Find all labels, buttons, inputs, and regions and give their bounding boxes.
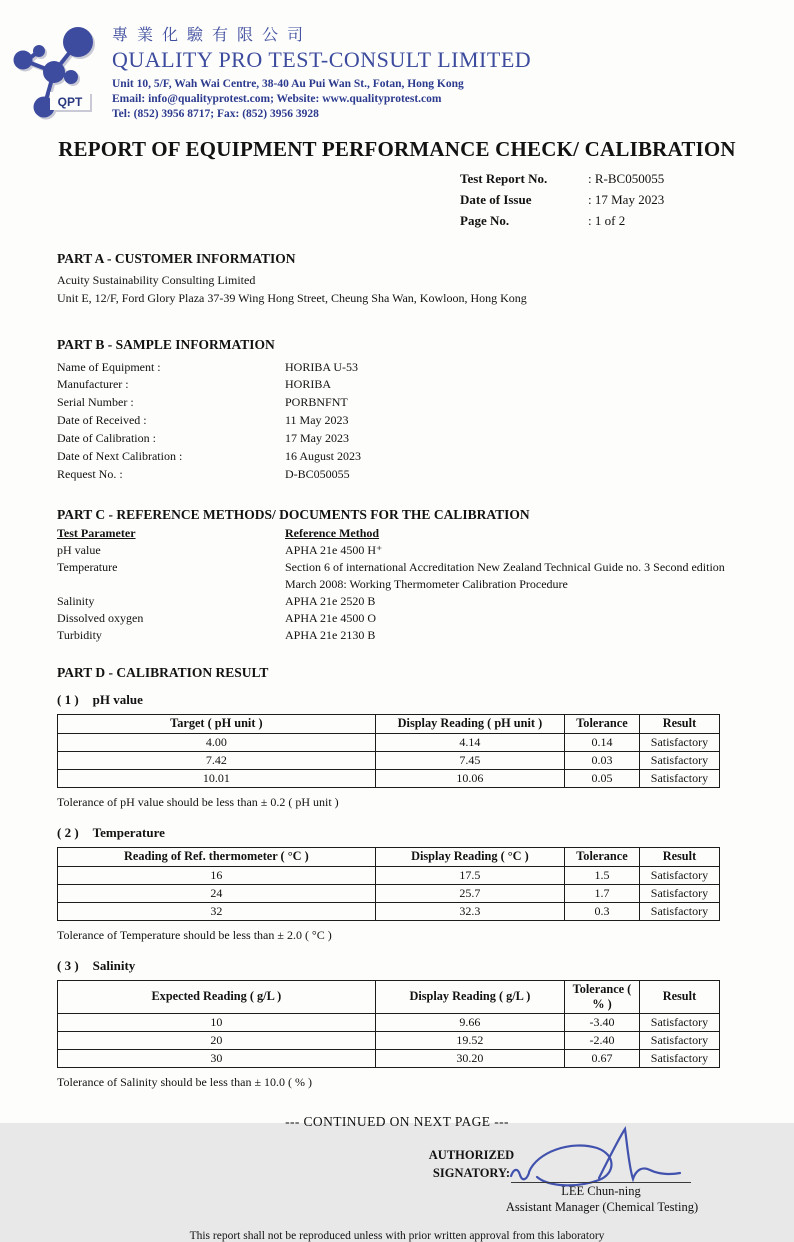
report-info: [460, 168, 794, 231]
table-row: [58, 1049, 720, 1067]
serial-number-value: PORBNFNT: [285, 395, 348, 410]
method-ph: APHA 21e 4500 H⁺: [285, 542, 383, 557]
cell-tolerance: -2.40: [565, 1031, 640, 1049]
cell-target: 10.01: [58, 769, 376, 787]
report-title: REPORT OF EQUIPMENT PERFORMANCE CHECK/ CALIBRATION: [58, 136, 736, 161]
temperature-number: ( 2 ): [57, 824, 79, 840]
signatory-title: Assistant Manager (Chemical Testing): [505, 1199, 699, 1214]
temperature-name: Temperature: [92, 824, 165, 840]
cell-display: 7.45: [375, 751, 564, 769]
col-tolerance: Tolerance: [565, 714, 640, 733]
salinity-subsection: [57, 958, 737, 1090]
reference-row: [57, 559, 737, 593]
col-target: Target ( pH unit ): [58, 714, 376, 733]
date-of-issue-label: Date of Issue: [460, 191, 532, 207]
sample-info-row: [57, 430, 737, 448]
cell-tolerance: -3.40: [565, 1013, 640, 1031]
col-ref-thermometer: Reading of Ref. thermometer ( °C ): [58, 847, 376, 866]
cell-display: 19.52: [375, 1031, 564, 1049]
cell-result: Satisfactory: [639, 769, 719, 787]
date-received-label: Date of Received :: [57, 413, 147, 428]
part-d-calibration-result: [57, 665, 737, 1090]
col-result: Result: [639, 714, 719, 733]
signature-line: [511, 1182, 691, 1183]
table-row: [58, 1031, 720, 1049]
col-display-reading: Display Reading ( pH unit ): [375, 714, 564, 733]
cell-display: 4.14: [375, 733, 564, 751]
cell-tolerance: 0.3: [565, 902, 640, 920]
part-d-heading: PART D - CALIBRATION RESULT: [57, 664, 269, 680]
company-address-block: [112, 77, 531, 123]
salinity-title: [57, 958, 737, 974]
manufacturer-value: HORIBA: [285, 377, 332, 392]
company-phone: Tel: (852) 3956 8717; Fax: (852) 3956 3928: [112, 108, 319, 121]
date-calibration-label: Date of Calibration :: [57, 431, 156, 446]
cell-tolerance: 0.14: [565, 733, 640, 751]
sample-info-row: [57, 466, 737, 484]
part-b-sample-information: [57, 337, 737, 484]
table-header-row: [58, 714, 720, 733]
table-header-row: [58, 847, 720, 866]
ph-value-table: [57, 714, 720, 788]
col-tolerance-pct: Tolerance ( % ): [565, 980, 640, 1013]
part-c-reference-methods: [57, 507, 737, 644]
temperature-title: [57, 825, 737, 841]
salinity-tolerance-note: Tolerance of Salinity should be less than ± 10.0 ( % ): [57, 1074, 313, 1089]
col-tolerance: Tolerance: [565, 847, 640, 866]
cell-result: Satisfactory: [639, 902, 719, 920]
table-row: [58, 866, 720, 884]
table-row: [58, 751, 720, 769]
reference-row: [57, 610, 737, 627]
col-display-reading: Display Reading ( g/L ): [375, 980, 564, 1013]
date-received-value: 11 May 2023: [285, 413, 349, 428]
report-info-row: [460, 168, 794, 189]
method-temperature: Section 6 of international Accreditation New Zealand Technical Guide no. 3 Second edition March 2008: Working Thermometer Calibration Procedure: [285, 559, 725, 591]
authorized-text: AUTHORIZED: [428, 1147, 515, 1162]
cell-display: 10.06: [375, 769, 564, 787]
temperature-subsection: [57, 825, 737, 943]
method-dissolved-oxygen: APHA 21e 4500 O: [285, 610, 377, 625]
ph-value-subsection: [57, 692, 737, 810]
cell-result: Satisfactory: [639, 866, 719, 884]
method-turbidity: APHA 21e 2130 B: [285, 627, 376, 642]
company-name-english: QUALITY PRO TEST-CONSULT LIMITED: [112, 47, 532, 72]
reference-row: [57, 627, 737, 644]
sample-info-row: [57, 412, 737, 430]
sample-info-row: [57, 448, 737, 466]
company-address: Unit 10, 5/F, Wah Wai Centre, 38-40 Au Pui Wan St., Fotan, Hong Kong: [112, 78, 464, 90]
reference-row: [57, 593, 737, 610]
ph-tolerance-note: Tolerance of pH value should be less than ± 0.2 ( pH unit ): [57, 794, 339, 809]
company-contact: Email: info@qualityprotest.com; Website: www.qualityprotest.com: [112, 93, 442, 106]
page-no-label: Page No.: [460, 212, 510, 228]
table-row: [58, 769, 720, 787]
salinity-number: ( 3 ): [57, 957, 79, 973]
cell-target: 4.00: [58, 733, 376, 751]
cell-expected: 30: [58, 1049, 376, 1067]
footer-disclaimer: This report shall not be reproduced unless with prior written approval from this laboratory: [189, 1229, 605, 1242]
cell-tolerance: 1.5: [565, 866, 640, 884]
reference-header-row: [57, 525, 737, 542]
cell-expected: 10: [58, 1013, 376, 1031]
cell-display: 9.66: [375, 1013, 564, 1031]
cell-result: Satisfactory: [639, 733, 719, 751]
sample-info-row: [57, 394, 737, 412]
table-header-row: [58, 980, 720, 1013]
part-c-heading: PART C - REFERENCE METHODS/ DOCUMENTS FOR THE CALIBRATION: [57, 506, 530, 522]
sample-info-row: [57, 359, 737, 377]
col-result: Result: [639, 847, 719, 866]
salinity-table: [57, 980, 720, 1068]
report-info-row: [460, 210, 794, 231]
cell-result: Satisfactory: [639, 1049, 719, 1067]
manufacturer-label: Manufacturer :: [57, 377, 129, 392]
cell-expected: 20: [58, 1031, 376, 1049]
table-row: [58, 884, 720, 902]
cell-ref: 24: [58, 884, 376, 902]
serial-number-label: Serial Number :: [57, 395, 134, 410]
cell-display: 17.5: [375, 866, 564, 884]
equipment-name-value: HORIBA U-53: [285, 359, 359, 374]
signature-area: [0, 1136, 794, 1228]
cell-ref: 16: [58, 866, 376, 884]
part-a-heading: PART A - CUSTOMER INFORMATION: [57, 250, 296, 266]
company-logo-molecule-icon: [8, 14, 104, 118]
param-ph: pH value: [57, 542, 101, 557]
cell-tolerance: 0.05: [565, 769, 640, 787]
cell-ref: 32: [58, 902, 376, 920]
cell-tolerance: 1.7: [565, 884, 640, 902]
reference-method-header: Reference Method: [285, 525, 380, 540]
date-of-issue-value: : 17 May 2023: [588, 191, 665, 207]
param-dissolved-oxygen: Dissolved oxygen: [57, 610, 144, 625]
report-no-label: Test Report No.: [460, 170, 548, 186]
ph-value-number: ( 1 ): [57, 691, 79, 707]
company-block: [112, 14, 531, 123]
signatory-name: LEE Chun-ning: [561, 1183, 641, 1198]
company-name-chinese: 專業化驗有限公司: [112, 27, 313, 44]
cell-result: Satisfactory: [639, 1013, 719, 1031]
cell-result: Satisfactory: [639, 751, 719, 769]
report-no-value: : R-BC050055: [588, 170, 665, 186]
reference-row: [57, 542, 737, 559]
col-result: Result: [639, 980, 719, 1013]
page-no-value: : 1 of 2: [588, 212, 626, 228]
col-display-reading: Display Reading ( °C ): [375, 847, 564, 866]
temperature-tolerance-note: Tolerance of Temperature should be less than ± 2.0 ( °C ): [57, 927, 332, 942]
param-salinity: Salinity: [57, 593, 95, 608]
cell-display: 30.20: [375, 1049, 564, 1067]
table-row: [58, 733, 720, 751]
letterhead: [0, 0, 794, 123]
equipment-name-label: Name of Equipment :: [57, 359, 161, 374]
ph-value-title: [57, 692, 737, 708]
customer-name: Acuity Sustainability Consulting Limited: [57, 272, 256, 287]
param-turbidity: Turbidity: [57, 627, 102, 642]
date-next-calibration-label: Date of Next Calibration :: [57, 449, 183, 464]
cell-result: Satisfactory: [639, 1031, 719, 1049]
cell-tolerance: 0.67: [565, 1049, 640, 1067]
part-b-heading: PART B - SAMPLE INFORMATION: [57, 336, 275, 352]
customer-address: Unit E, 12/F, Ford Glory Plaza 37-39 Wing Hong Street, Cheung Sha Wan, Kowloon, Hong Kong: [57, 290, 527, 305]
handwritten-signature: [503, 1124, 695, 1190]
date-next-calibration-value: 16 August 2023: [285, 449, 362, 464]
signatory-text: SIGNATORY:: [432, 1165, 511, 1180]
ph-value-name: pH value: [92, 691, 143, 707]
request-no-label: Request No. :: [57, 466, 123, 481]
date-calibration-value: 17 May 2023: [285, 431, 349, 446]
table-row: [58, 902, 720, 920]
cell-tolerance: 0.03: [565, 751, 640, 769]
sample-info-row: [57, 376, 737, 394]
param-temperature: Temperature: [57, 559, 118, 574]
test-parameter-header: Test Parameter: [57, 525, 136, 540]
cell-target: 7.42: [58, 751, 376, 769]
cell-result: Satisfactory: [639, 884, 719, 902]
temperature-table: [57, 847, 720, 921]
table-row: [58, 1013, 720, 1031]
part-a-customer-information: [57, 251, 737, 307]
continued-on-next-page: --- CONTINUED ON NEXT PAGE ---: [285, 1113, 509, 1129]
report-info-row: [460, 189, 794, 210]
method-salinity: APHA 21e 2520 B: [285, 593, 376, 608]
salinity-name: Salinity: [92, 957, 136, 973]
request-no-value: D-BC050055: [285, 466, 350, 481]
cell-display: 25.7: [375, 884, 564, 902]
col-expected-reading: Expected Reading ( g/L ): [58, 980, 376, 1013]
logo-qpt-text: QPT: [57, 95, 83, 109]
cell-display: 32.3: [375, 902, 564, 920]
